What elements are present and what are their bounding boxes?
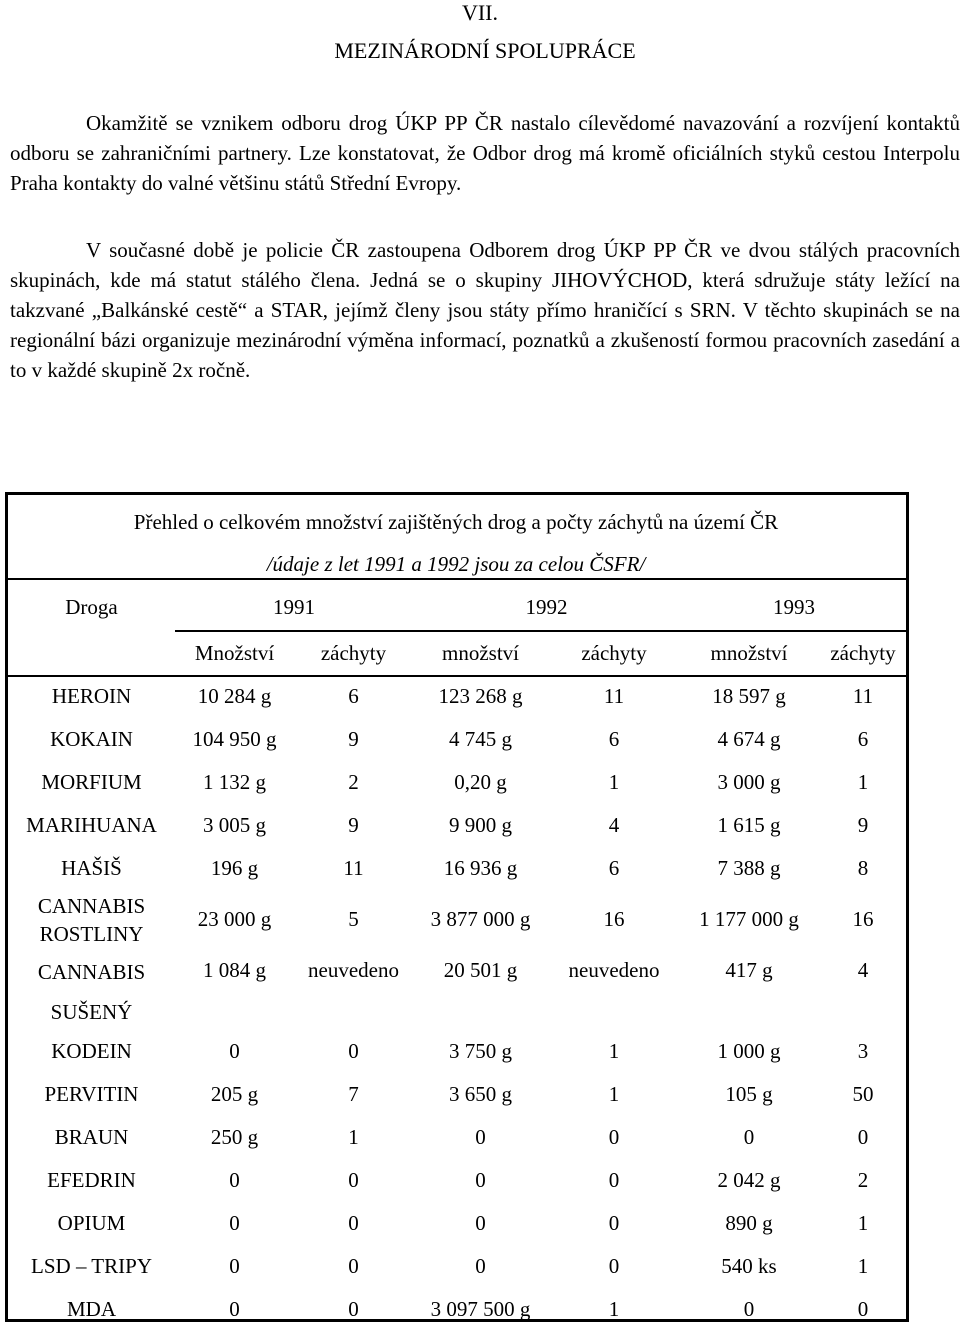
table-cell: 1	[348, 1125, 359, 1149]
drug-name-line: MORFIUM	[41, 770, 142, 794]
table-cell: 18 597 g	[712, 684, 786, 708]
drug-name-line: KOKAIN	[50, 727, 133, 751]
table-cell: 2	[348, 770, 359, 794]
drug-name-line: CANNABIS	[37, 960, 146, 984]
table-title: Přehled o celkovém množství zajištěných drog a počty záchytů na území ČR	[133, 510, 779, 534]
table-cell: 16 936 g	[443, 856, 518, 880]
table-cell: 104 950 g	[192, 727, 277, 751]
table-cell: 0	[348, 1211, 359, 1235]
table-cell: 0	[475, 1125, 486, 1149]
drug-name-line: MDA	[66, 1297, 116, 1321]
table-cell: 1	[608, 1297, 620, 1321]
drug-name-line: BRAUN	[54, 1125, 129, 1149]
table-cell: 0	[348, 1039, 359, 1063]
table-cell: 1	[608, 1039, 620, 1063]
drug-name	[8, 1245, 175, 1288]
header-divider	[8, 578, 908, 580]
year-header: 1991	[273, 595, 315, 619]
column-subheader: záchyty	[581, 641, 647, 665]
year-header: 1993	[773, 595, 815, 619]
table-cell: 1	[857, 1254, 869, 1278]
table-cell: 1 000 g	[717, 1039, 781, 1063]
table-cell: 0	[229, 1297, 240, 1321]
drug-name	[8, 718, 175, 761]
table-cell: 10 284 g	[197, 684, 272, 708]
table-cell: 3 005 g	[203, 813, 266, 837]
table-cell: 205 g	[210, 1082, 259, 1106]
drug-name	[8, 1159, 175, 1202]
table-cell: 3 097 500 g	[430, 1297, 531, 1321]
table-cell: 8	[857, 856, 869, 880]
table-cell: 4	[608, 813, 620, 837]
drug-name	[8, 847, 175, 890]
table-cell: 2	[857, 1168, 869, 1192]
column-subheader: Množství	[194, 641, 275, 665]
table-cell: 11	[852, 684, 874, 708]
table-cell: 0	[743, 1297, 755, 1321]
table-cell: 0	[608, 1168, 620, 1192]
table-cell: 196 g	[210, 856, 259, 880]
table-cell: 0	[475, 1211, 486, 1235]
drug-name-line: OPIUM	[57, 1211, 126, 1235]
table-cell: 7 388 g	[717, 856, 781, 880]
drug-name	[8, 1030, 175, 1073]
table-cell: 7	[348, 1082, 359, 1106]
table-cell: 0	[608, 1125, 620, 1149]
drug-name	[8, 1288, 175, 1331]
table-cell: neuvedeno	[568, 958, 660, 982]
table-cell: 5	[348, 907, 359, 931]
drug-name-line: SUŠENÝ	[50, 1000, 133, 1024]
drug-name-line: KODEIN	[51, 1039, 132, 1063]
drug-name-line: LSD – TRIPY	[31, 1254, 152, 1278]
table-cell: 16	[852, 907, 874, 931]
table-cell: 6	[857, 727, 869, 751]
year-header: 1992	[525, 595, 568, 619]
chapter-heading: MEZINÁRODNÍ SPOLUPRÁCE	[334, 38, 636, 63]
table-cell: 9	[348, 813, 359, 837]
table-cell: 20 501 g	[443, 958, 518, 982]
table-cell: 0	[348, 1297, 359, 1321]
column-subheader: množství	[442, 641, 519, 665]
column-subheader: záchyty	[830, 641, 896, 665]
table-cell: 1 132 g	[203, 770, 266, 794]
table-cell: 3 650 g	[449, 1082, 512, 1106]
column-subheader: množství	[710, 641, 788, 665]
table-cell: 0	[348, 1254, 359, 1278]
drug-name-line: PERVITIN	[44, 1082, 139, 1106]
table-cell: 0	[475, 1168, 486, 1192]
table-cell: 9	[857, 813, 869, 837]
drug-name	[8, 761, 175, 804]
drug-name-line: CANNABIS	[37, 894, 146, 918]
table-cell: 2 042 g	[717, 1168, 781, 1192]
table-cell: 0	[229, 1211, 240, 1235]
table-cell: 11	[343, 856, 364, 880]
table-cell: neuvedeno	[308, 958, 399, 982]
table-cell: 540 ks	[721, 1254, 777, 1278]
drug-name-line: MARIHUANA	[26, 813, 157, 837]
table-cell: 9	[348, 727, 359, 751]
table-cell: 0	[743, 1125, 755, 1149]
table-cell: 0	[608, 1254, 620, 1278]
table-cell: 4 745 g	[449, 727, 512, 751]
paragraph: Okamžitě se vznikem odboru drog ÚKP PP ČR nastalo cílevědomé navazování a rozvíjení kontaktů odboru se zahraničními partnery. Lze konstatovat, že Odbor drog má kromě oficiálních styků cestou Interpolu Praha kontakty do valné většinu států Střední Evropy.	[10, 111, 960, 195]
drug-name	[8, 1116, 175, 1159]
table-cell: 0	[348, 1168, 359, 1192]
table-cell: 123 268 g	[438, 684, 523, 708]
table-cell: 3 000 g	[717, 770, 781, 794]
drug-name	[8, 1073, 175, 1116]
table-cell: 0	[229, 1254, 240, 1278]
table-cell: 1 084 g	[203, 958, 266, 982]
table-cell: 6	[608, 727, 620, 751]
table-cell: 417 g	[725, 958, 773, 982]
drug-name	[8, 890, 175, 948]
table-cell: 1 177 000 g	[699, 907, 799, 931]
column-subheader: záchyty	[320, 641, 387, 665]
table-cell: 11	[603, 684, 625, 708]
table-cell: 3	[857, 1039, 869, 1063]
drug-name-line: EFEDRIN	[47, 1168, 136, 1192]
drug-name-line: ROSTLINY	[39, 922, 144, 946]
drug-column-header: Droga	[65, 595, 118, 619]
table-cell: 0,20 g	[454, 770, 507, 794]
table-cell: 3 877 000 g	[430, 907, 531, 931]
table-cell: 250 g	[210, 1125, 259, 1149]
table-cell: 9 900 g	[449, 813, 512, 837]
table-cell: 1	[608, 1082, 620, 1106]
table-cell: 1	[857, 770, 869, 794]
table-cell: 890 g	[725, 1211, 773, 1235]
table-cell: 1 615 g	[717, 813, 781, 837]
drug-name	[8, 675, 175, 718]
table-cell: 6	[608, 856, 620, 880]
table-cell: 0	[857, 1297, 869, 1321]
drug-name	[8, 804, 175, 847]
table-cell: 0	[608, 1211, 620, 1235]
table-cell: 105 g	[725, 1082, 773, 1106]
table-cell: 0	[229, 1039, 240, 1063]
table-cell: 1	[857, 1211, 869, 1235]
table-cell: 0	[475, 1254, 486, 1278]
table-cell: 16	[603, 907, 625, 931]
table-cell: 4 674 g	[717, 727, 781, 751]
chapter-number: VII.	[461, 0, 499, 25]
table-cell: 6	[348, 684, 359, 708]
table-cell: 0	[229, 1168, 240, 1192]
table-subtitle: /údaje z let 1991 a 1992 jsou za celou ČSFR/	[266, 552, 646, 576]
drug-name	[8, 948, 175, 1030]
paragraph: V současné době je policie ČR zastoupena Odborem drog ÚKP PP ČR ve dvou stálých pracovních skupinách, kde má statut stálého člena. Jedná se o skupiny JIHOVÝCHOD, která sdružuje státy ležící na takzvané „Balkánské cestě“ a STAR, jejímž členy jsou státy přímo hraničící s SRN. V těchto skupinách se na regionální bázi organizuje mezinárodní výměna informací, poznatků a zkušeností formou pracovních zasedání a to v každé skupině 2x ročně.	[10, 238, 960, 382]
table-cell: 4	[857, 958, 869, 982]
drug-name-line: HAŠIŠ	[61, 856, 122, 880]
table-cell: 0	[857, 1125, 869, 1149]
table-cell: 3 750 g	[449, 1039, 512, 1063]
table-cell: 50	[852, 1082, 874, 1106]
table-cell: 23 000 g	[197, 907, 272, 931]
table-cell: 1	[608, 770, 620, 794]
drug-name	[8, 1202, 175, 1245]
drug-name-line: HEROIN	[51, 684, 132, 708]
